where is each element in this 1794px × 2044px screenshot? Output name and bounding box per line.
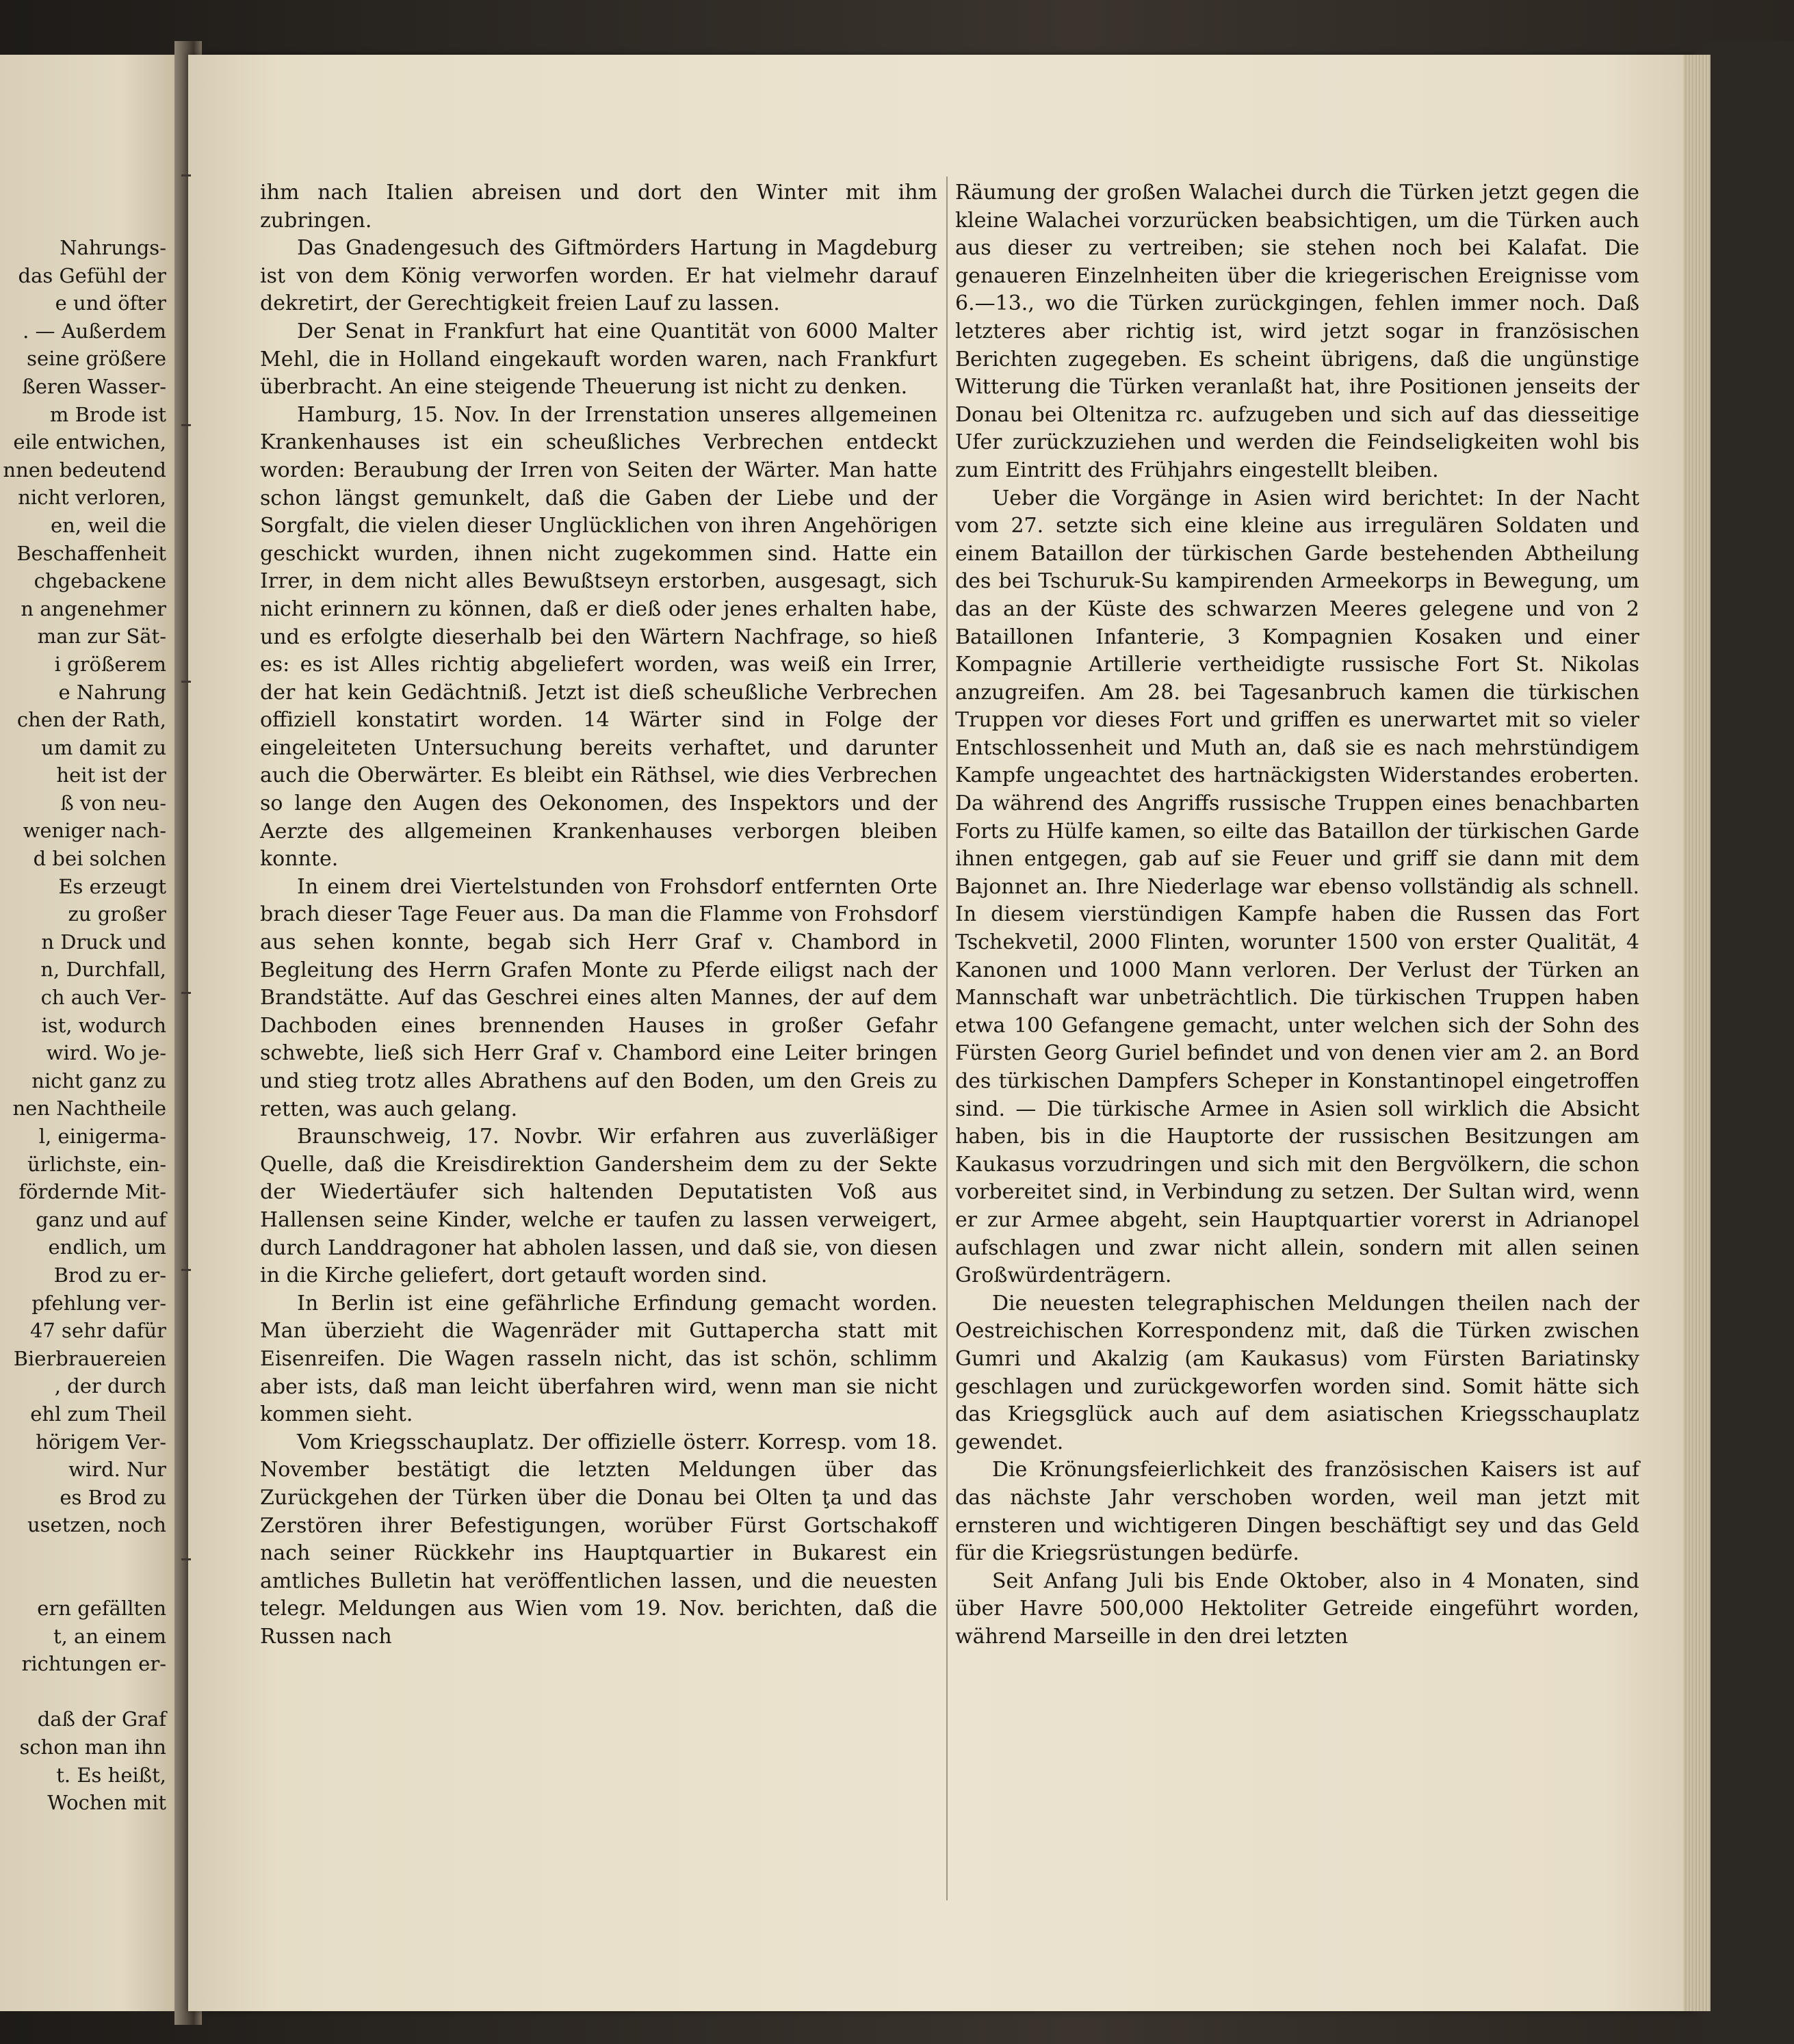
left-page-line: Es erzeugt <box>58 874 166 898</box>
margin-mark <box>181 174 191 176</box>
article-column-left <box>260 179 937 1651</box>
left-page-line: m Brode ist <box>49 402 166 426</box>
left-page-line: richtungen er- <box>21 1652 166 1676</box>
left-page-line: ch auch Ver- <box>40 986 166 1010</box>
left-page-line: ß von neu- <box>60 791 166 815</box>
left-page-line: pfehlung ver- <box>31 1291 166 1315</box>
left-page-line: . — Außerdem <box>23 319 166 343</box>
margin-mark <box>181 992 191 994</box>
left-page-line: um damit zu <box>41 735 166 759</box>
left-page-line: chen der Rath, <box>16 708 166 732</box>
left-page-line: ern gefällten <box>37 1597 166 1621</box>
left-page-line: eile entwichen, <box>13 430 166 454</box>
margin-mark <box>181 681 191 683</box>
paragraph: Das Gnadengesuch des Giftmörders Hartung in Magdeburg ist von dem König verworfen worden. Er hat vielmehr darauf dekretirt, der Gerechtigkeit freien Lauf zu lassen. <box>260 236 937 316</box>
left-page-line: chgebackene <box>34 569 166 593</box>
left-page-line: Nahrungs- <box>60 236 166 259</box>
left-page-line: nicht verloren, <box>18 486 166 510</box>
left-page-line: e Nahrung <box>58 680 166 704</box>
paragraph: Die Krönungsfeierlichkeit des französischen Kaisers ist auf das nächste Jahr verschoben worden, weil man jetzt mit ernsteren und wichtigeren Dingen beschäftigt sey und das Geld für die Kriegsrüstungen bedürfe. <box>955 1458 1639 1566</box>
paragraph: In Berlin ist eine gefährliche Erfindung gemacht worden. Man überzieht die Wagenräder mit Guttapercha statt mit Eisenreifen. Die Wagen rasseln nicht, das ist schön, schlimm aber ists, daß man leicht überfahren wird, wenn man sie nicht kommen sieht. <box>260 1291 937 1427</box>
left-page-line: heit ist der <box>56 763 166 787</box>
left-page-line: Beschaffenheit <box>16 541 166 565</box>
article-column-right <box>955 179 1639 1651</box>
paragraph: ihm nach Italien abreisen und dort den Winter mit ihm zubringen. <box>260 181 937 233</box>
left-page-line: usetzen, noch <box>27 1513 166 1537</box>
left-page-line: wird. Wo je- <box>46 1041 166 1065</box>
paragraph: Räumung der großen Walachei durch die Türken jetzt gegen die kleine Walachei vorzurücken beabsichtigen, um die Türken auch aus dieser zu vertreiben; sie stehen noch bei Kalafat. Die genaueren Einzelnheiten über die kriegerischen Ereignisse vom 6.—13., wo die Türken zurückgingen, fehlen immer noch. Daß letzteres aber richtig ist, wird jetzt sogar in französischen Berichten zugegeben. Es scheint übrigens, daß die ungünstige Witterung die Türken veranlaßt hat, ihre Positionen jenseits der Donau bei Oltenitza rc. aufzugeben und sich auf das diesseitige Ufer zurückzuziehen und werden die Feindseligkeiten wohl bis zum Eintritt des Frühjahrs eingestellt bleiben. <box>955 181 1639 482</box>
left-page-line: Brod zu er- <box>53 1263 166 1287</box>
book-cover-edge <box>1704 41 1794 2044</box>
left-page-line: Bierbrauereien <box>13 1346 166 1370</box>
left-page-line: d bei solchen <box>33 847 166 871</box>
left-page-line: l, einigerma- <box>38 1125 166 1148</box>
margin-mark <box>181 1558 191 1560</box>
left-page-line: weniger nach- <box>23 819 166 843</box>
left-page-line: Wochen mit <box>47 1791 166 1815</box>
left-page-line: das Gefühl der <box>18 263 166 287</box>
left-page <box>0 55 174 2011</box>
left-page-line: ßeren Wasser- <box>22 374 166 398</box>
left-page-line: man zur Sät- <box>37 625 166 648</box>
margin-mark <box>181 1269 191 1271</box>
left-page-line: e und öfter <box>55 291 166 315</box>
paragraph: In einem drei Viertelstunden von Frohsdorf entfernten Orte brach dieser Tage Feuer aus. Da man die Flamme von Frohsdorf aus sehen konnte, begab sich Herr Graf v. Chambord in Begleitung des Herrn Grafen Monte zu Pferde eiligst nach der Brandstätte. Auf das Geschrei eines alten Mannes, der auf dem Dachboden eines brennenden Hauses in großer Gefahr schwebte, ließ sich Herr Graf v. Chambord eine Leiter bringen und stieg trotz alles Abrathens auf den Boden, um den Greis zu retten, was auch gelang. <box>260 874 937 1121</box>
left-page-line: hörigem Ver- <box>36 1430 166 1454</box>
left-page-text-fragments <box>0 234 174 1817</box>
left-page-line: n, Durchfall, <box>40 958 166 982</box>
paragraph: Vom Kriegsschauplatz. Der offizielle österr. Korresp. vom 18. November bestätigt die letzten Meldungen über das Zurückgehen der Türken über die Donau bei Olten ţa und das Zerstören ihrer Befestigungen, worüber Fürst Gortschakoff nach seiner Rückkehr ins Hauptquartier in Bukarest ein amtliches Bulletin hat veröffentlichen lassen, und die neuesten telegr. Meldungen aus Wien vom 19. Nov. berichten, daß die Russen nach <box>260 1430 937 1649</box>
left-page-line: ürlichste, ein- <box>27 1152 166 1176</box>
left-page-line: wird. Nur <box>68 1458 166 1482</box>
column-divider <box>946 176 948 1900</box>
left-page-line: t. Es heißt, <box>56 1763 166 1787</box>
left-page-line: schon man ihn <box>19 1735 166 1759</box>
left-page-line <box>0 1678 174 1706</box>
left-page-line: zu großer <box>68 902 166 926</box>
left-page-line: es Brod zu <box>60 1485 166 1509</box>
margin-mark <box>181 424 191 426</box>
left-page-line: i größerem <box>54 652 166 676</box>
left-page-line: seine größere <box>27 347 166 371</box>
left-page-line: ist, wodurch <box>41 1013 166 1037</box>
left-page-line: nicht ganz zu <box>31 1069 166 1092</box>
left-page-line: n Druck und <box>41 930 166 954</box>
left-page-line <box>0 1567 174 1595</box>
left-page-line: , der durch <box>54 1374 166 1398</box>
left-page-line: 47 sehr dafür <box>29 1319 166 1343</box>
paragraph: Die neuesten telegraphischen Meldungen theilen nach der Oestreichischen Korrespondenz mit, daß die Türken zwischen Gumri und Akalzig (am Kaukasus) vom Fürsten Bariatinsky geschlagen und zurückgeworfen worden sind. Somit hätte sich das Kriegsglück auch auf dem asiatischen Kriegsschauplatz gewendet. <box>955 1291 1639 1454</box>
paragraph: Der Senat in Frankfurt hat eine Quantität von 6000 Malter Mehl, die in Holland eingekauft worden waren, nach Frankfurt überbracht. An eine steigende Theuerung ist nicht zu denken. <box>260 319 937 399</box>
paragraph: Hamburg, 15. Nov. In der Irrenstation unseres allgemeinen Krankenhauses ist ein scheußliches Verbrechen entdeckt worden: Beraubung der Irren von Seiten der Wärter. Man hatte schon längst gemunkelt, daß die Gaben der Liebe und der Sorgfalt, die vielen dieser Unglücklichen von ihren Angehörigen geschickt wurden, ihnen nicht zugekommen sind. Hatte ein Irrer, in dem nicht alles Bewußtseyn erstorben, ausgesagt, sich nicht erinnern zu können, daß er dieß oder jenes erhalten habe, und es erfolgte dieserhalb bei den Wärtern Nachfrage, so hieß es: es ist Alles richtig abgeliefert worden, was weiß ein Irrer, der hat kein Gedächtniß. Jetzt ist dieß scheußliche Verbrechen offiziell konstatirt worden. 14 Wärter sind in Folge der eingeleiteten Untersuchung bereits verhaftet, und darunter auch die Oberwärter. Es bleibt ein Räthsel, wie dies Verbrechen so lange den Augen des Oekonomen, des Inspektors und der Aerzte des allgemeinen Krankenhauses verborgen bleiben konnte. <box>260 402 937 872</box>
left-page-line: t, an einem <box>53 1624 166 1648</box>
left-page-line: endlich, um <box>48 1235 166 1259</box>
left-page-line: nnen bedeutend <box>3 458 166 482</box>
left-page-line: ehl zum Theil <box>30 1402 166 1426</box>
paragraph: Braunschweig, 17. Novbr. Wir erfahren aus zuverläßiger Quelle, daß die Kreisdirektion Gandersheim dem zu der Sekte der Wiedertäufer sich haltenden Deputatisten Voß aus Hallensen seine Kinder, welche er taufen zu lassen verweigert, durch Landdragoner hat abholen lassen, und daß sie, von diesen in die Kirche geliefert, dort getauft worden sind. <box>260 1125 937 1288</box>
left-page-line: en, weil die <box>50 513 166 537</box>
left-page-line: n angenehmer <box>21 597 166 620</box>
left-page-line <box>0 1539 174 1567</box>
page-edges <box>1683 55 1711 2011</box>
paragraph: Seit Anfang Juli bis Ende Oktober, also in 4 Monaten, sind über Havre 500,000 Hektoliter Getreide eingeführt worden, während Marseille in den drei letzten <box>955 1569 1639 1649</box>
left-page-line: nen Nachtheile <box>12 1097 166 1121</box>
paragraph: Ueber die Vorgänge in Asien wird berichtet: In der Nacht vom 27. setzte sich eine kleine aus irregulären Soldaten und einem Bataillon der türkischen Garde bestehenden Abtheilung des bei Tschuruk-Su kampirenden Armeekorps in Bewegung, um das an der Küste des schwarzen Meeres gelegene und von 2 Bataillonen Infanterie, 3 Kompagnien Kosaken und einer Kompagnie Artillerie vertheidigte russische Fort St. Nikolas anzugreifen. Am 28. bei Tagesanbruch kamen die türkischen Truppen vor dieses Fort und griffen es unerwartet mit so vieler Entschlossenheit und Muth an, daß sie es nach mehrstündigem Kampfe ungeachtet des hartnäckigsten Widerstandes eroberten. Da während des Angriffs russische Truppen eines benachbarten Forts zu Hülfe kamen, so eilte das Bataillon der türkischen Garde ihnen entgegen, gab auf sie Feuer und griff sie dann mit dem Bajonnet an. Ihre Niederlage war ebenso vollständig als schnell. In diesem vierstündigen Kampfe haben die Russen das Fort Tschekvetil, 2000 Flinten, worunter 1500 von erster Qualität, 4 Kanonen und 1000 Mann verloren. Der Verlust der Türken an Mannschaft war unbeträchtlich. Die türkischen Truppen haben etwa 100 Gefangene gemacht, unter welchen sich der Sohn des Fürsten Georg Guriel befindet und von denen vier am 2. an Bord des türkischen Dampfers Scheper in Konstantinopel eingetroffen sind. — Die türkische Armee in Asien soll wirklich die Absicht haben, bis in die Hauptorte der russischen Besitzungen am Kaukasus vorzudringen und sich mit den Bergvölkern, die schon vorbereitet sind, in Verbindung zu setzen. Der Sultan wird, wenn er zur Armee abgeht, sein Hauptquartier vorerst in Adrianopel aufschlagen und zwar nicht allein, sondern mit allen seinen Großwürdenträgern. <box>955 486 1639 1288</box>
left-page-line: ganz und auf <box>36 1207 166 1231</box>
left-page-line: daß der Graf <box>37 1707 166 1731</box>
left-page-line: fördernde Mit- <box>18 1180 166 1204</box>
